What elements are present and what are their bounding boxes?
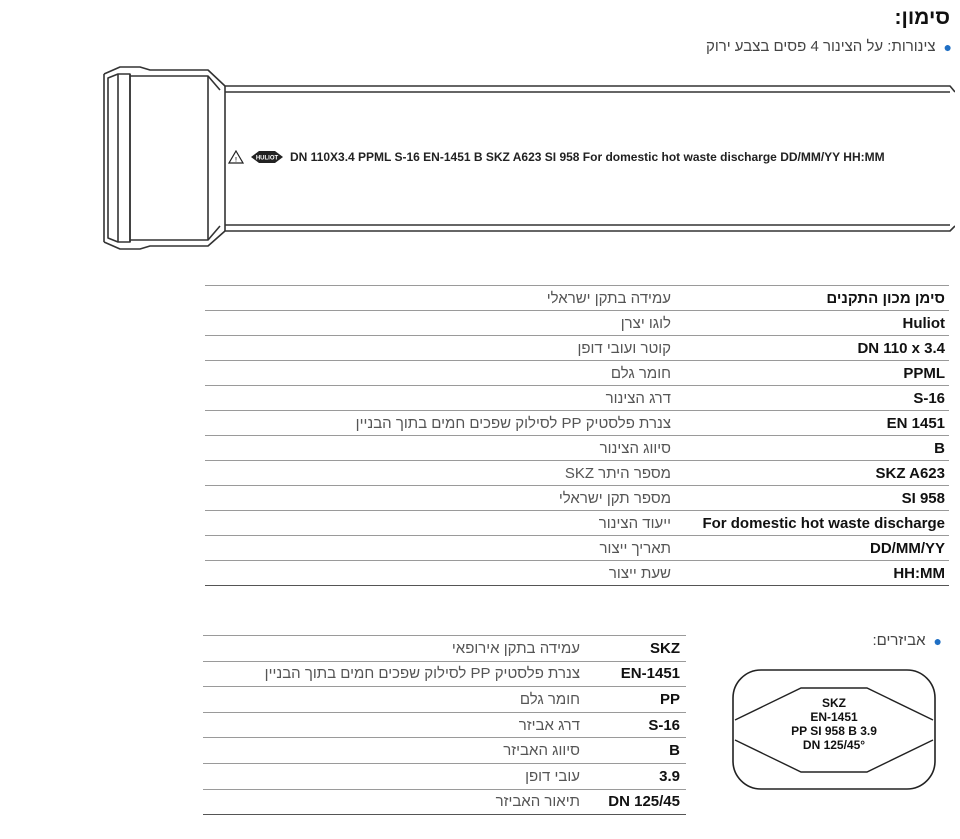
table-row — [205, 386, 949, 411]
pipe-marking-table — [205, 285, 949, 586]
table-row — [205, 286, 949, 311]
row-key: B — [580, 738, 686, 764]
row-value: סיווג האביזר — [203, 738, 580, 764]
row-key: EN 1451 — [671, 411, 949, 436]
row-key: SKZ A623 — [671, 461, 949, 486]
row-key: DN 125/45 — [580, 789, 686, 815]
row-key: DN 110 x 3.4 — [671, 336, 949, 361]
accessory-marking-line: PP SI 958 B 3.9 — [791, 724, 877, 738]
accessories-bullet — [872, 632, 942, 649]
table-row — [205, 311, 949, 336]
table-row — [203, 763, 686, 789]
pipes-bullet — [706, 38, 952, 55]
table-row — [205, 411, 949, 436]
row-key: 3.9 — [580, 763, 686, 789]
accessory-marking-text — [731, 696, 937, 752]
row-key: HH:MM — [671, 561, 949, 586]
table-row — [205, 561, 949, 586]
table-row — [203, 661, 686, 687]
row-value: חומר גלם — [203, 687, 580, 713]
accessories-table — [203, 635, 686, 815]
table-row — [205, 336, 949, 361]
row-value: לוגו יצרן — [205, 311, 671, 336]
row-key: S-16 — [580, 712, 686, 738]
row-value: תאריך ייצור — [205, 536, 671, 561]
row-value: שעת ייצור — [205, 561, 671, 586]
accessories-note: אביזרים: — [872, 632, 926, 649]
row-value: מספר תקן ישראלי — [205, 486, 671, 511]
row-value: דרג אביזר — [203, 712, 580, 738]
bullet-dot-icon: ● — [943, 38, 952, 55]
pipe-marking — [228, 150, 953, 164]
table-row — [203, 687, 686, 713]
row-key: PPML — [671, 361, 949, 386]
accessory-marking-line: SKZ — [822, 696, 846, 710]
table-row — [205, 486, 949, 511]
row-key: PP — [580, 687, 686, 713]
row-value: תיאור האביזר — [203, 789, 580, 815]
table-row — [203, 636, 686, 662]
warning-triangle-icon — [228, 150, 244, 164]
svg-text:!: ! — [235, 157, 237, 164]
row-value: עמידה בתקן אירופאי — [203, 636, 580, 662]
row-value: חומר גלם — [205, 361, 671, 386]
row-value: קוטר ועובי דופן — [205, 336, 671, 361]
row-value: דרג הצינור — [205, 386, 671, 411]
table-row — [203, 789, 686, 815]
row-value: עמידה בתקן ישראלי — [205, 286, 671, 311]
row-key: B — [671, 436, 949, 461]
table-row — [203, 712, 686, 738]
row-value: סיווג הצינור — [205, 436, 671, 461]
row-key: For domestic hot waste discharge — [671, 511, 949, 536]
row-value: צנרת פלסטיק PP לסילוק שפכים חמים בתוך הבניין — [205, 411, 671, 436]
table-row — [205, 461, 949, 486]
row-key: EN-1451 — [580, 661, 686, 687]
table-row — [205, 436, 949, 461]
row-value: ייעוד הצינור — [205, 511, 671, 536]
row-key: S-16 — [671, 386, 949, 411]
table-row — [203, 738, 686, 764]
accessory-marking-line: EN-1451 — [810, 710, 858, 724]
row-value: צנרת פלסטיק PP לסילוק שפכים חמים בתוך הבניין — [203, 661, 580, 687]
accessory-marking-line: DN 125/45° — [802, 738, 866, 752]
pipes-note: צינורות: על הצינור 4 פסים בצבע ירוק — [705, 38, 936, 55]
table-row — [205, 511, 949, 536]
row-key: SI 958 — [671, 486, 949, 511]
row-key: SKZ — [580, 636, 686, 662]
row-key: Huliot — [671, 311, 949, 336]
row-value: עובי דופן — [203, 763, 580, 789]
huliot-logo-icon — [250, 150, 284, 164]
bullet-dot-icon: ● — [933, 632, 942, 649]
table-row — [205, 361, 949, 386]
page-title: סימון: — [894, 6, 950, 29]
row-key: DD/MM/YY — [671, 536, 949, 561]
pipe-marking-text: DN 110X3.4 PPML S-16 EN-1451 B SKZ A623 SI 958 For domestic hot waste discharge DD/MM/YY HH:MM — [290, 150, 885, 164]
row-value: מספר היתר SKZ — [205, 461, 671, 486]
row-key: סימן מכון התקנים — [671, 286, 949, 311]
pipe-logo-text: HULIOT — [255, 155, 279, 162]
table-row — [205, 536, 949, 561]
